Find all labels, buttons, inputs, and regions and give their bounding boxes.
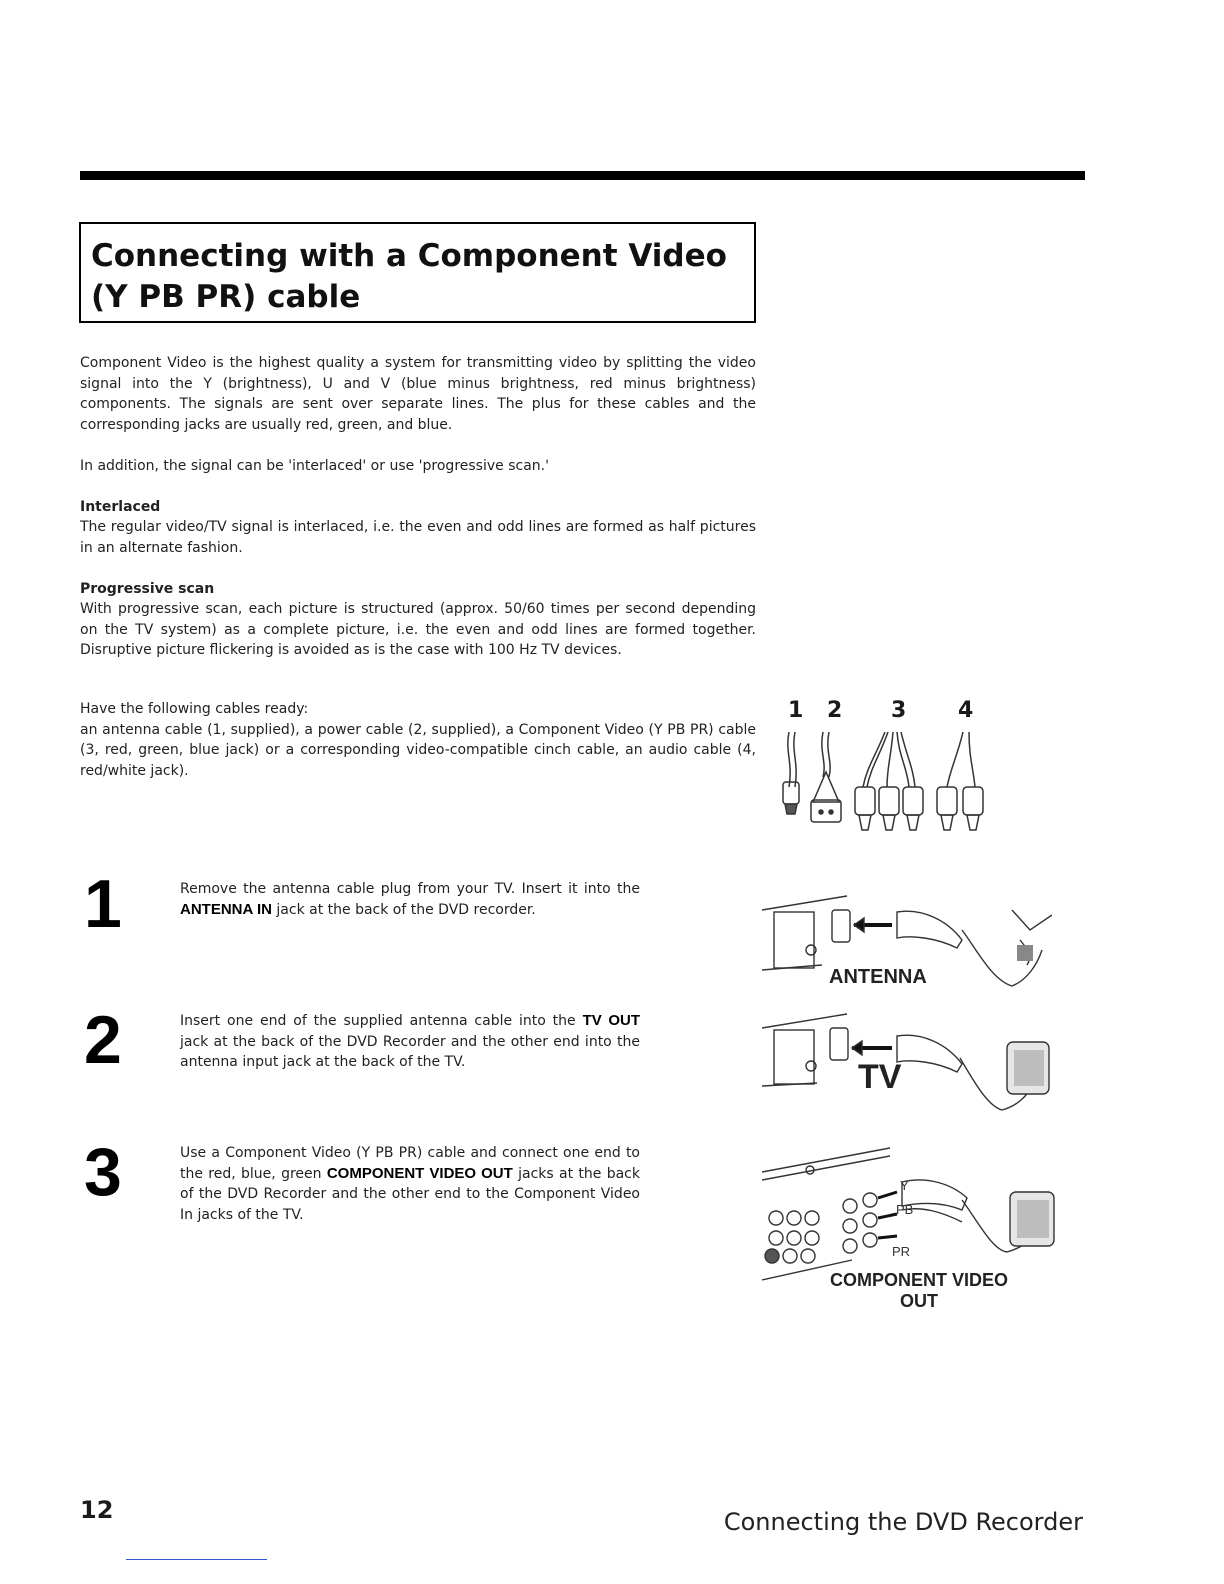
step-2-text xyxy=(180,1011,640,1073)
section-title: Connecting the DVD Recorder xyxy=(723,1508,1083,1536)
component-video-illustration xyxy=(762,1140,1062,1288)
intro-paragraph-2: In addition, the signal can be 'interlaced' or use 'progressive scan.' xyxy=(80,458,549,474)
step-2-text-post: jack at the back of the DVD Recorder and the other end into the antenna input jack at the back of the TV. xyxy=(180,1033,640,1070)
step-2-text-pre: Insert one end of the supplied antenna cable into the xyxy=(180,1013,583,1029)
footer-underline xyxy=(126,1559,267,1560)
cables-text: an antenna cable (1, supplied), a power cable (2, supplied), a Component Video (Y PB PR) cable (3, red, green, blue jack) or a corresponding video-compatible cinch cable, an audio cable (4, red/white jack). xyxy=(80,721,756,779)
page-title-line1: Connecting with a Component Video xyxy=(91,238,727,274)
cable-label-1: 1 xyxy=(788,698,804,723)
step-3-text-bold: COMPONENT VIDEO OUT xyxy=(326,1164,513,1182)
jack-pb-label: PB xyxy=(896,1202,914,1217)
step-3-text-post: jacks at the back of the DVD Recorder and the other end to the Component Video In jacks of the TV. xyxy=(180,1165,640,1223)
top-rule xyxy=(80,171,1085,180)
progressive-heading: Progressive scan xyxy=(80,581,215,597)
step-2-text-bold: TV OUT xyxy=(582,1012,641,1029)
cable-label-4: 4 xyxy=(958,698,974,723)
step-3-number: 3 xyxy=(84,1134,122,1210)
step-1-number: 1 xyxy=(84,866,122,942)
tv-label: TV xyxy=(858,1058,902,1096)
step-3-text-pre: Use a Component Video (Y PB PR) cable and connect one end to the red, blue, green xyxy=(180,1145,640,1182)
step-1-text-pre: Remove the antenna cable plug from your TV. Insert it into the xyxy=(180,881,640,897)
title-box xyxy=(79,222,756,323)
step-2-number: 2 xyxy=(84,1002,122,1078)
cable-label-3: 3 xyxy=(891,698,907,723)
step-3-text xyxy=(180,1143,640,1225)
intro-section xyxy=(80,353,756,435)
tv-out-illustration xyxy=(762,1008,1052,1118)
cables-heading: Have the following cables ready: xyxy=(80,701,309,717)
cable-label-2: 2 xyxy=(827,698,843,723)
step-1-text-bold: ANTENNA IN xyxy=(180,900,272,918)
page-title-line2: (Y PB PR) cable xyxy=(91,279,361,315)
component-video-label-line1: COMPONENT VIDEO xyxy=(830,1270,1009,1290)
step-1-text-post: jack at the back of the DVD recorder. xyxy=(271,901,536,918)
cables-section xyxy=(80,699,756,781)
cables-illustration xyxy=(775,732,1000,842)
intro-paragraph-1: Component Video is the highest quality a system for transmitting video by splitting the video signal into the Y (brightness), U and V (blue minus brightness, red minus brightness) components. The signals are sent over separate lines. The plus for these cables and the corresponding jacks are usually red, green, and blue. xyxy=(80,355,756,433)
interlaced-section xyxy=(80,497,756,558)
page-title xyxy=(91,236,754,318)
progressive-section xyxy=(80,579,756,661)
jack-y-label: Y xyxy=(900,1178,909,1193)
interlaced-heading: Interlaced xyxy=(80,499,161,515)
progressive-text: With progressive scan, each picture is structured (approx. 50/60 times per second depending on the TV system) as a complete picture, i.e. the even and odd lines are formed together. Disruptive picture flickering is avoided as is the case with 100 Hz TV devices. xyxy=(80,601,756,658)
jack-pr-label: PR xyxy=(892,1244,911,1259)
antenna-label: ANTENNA xyxy=(829,966,927,988)
page-number: 12 xyxy=(80,1496,114,1524)
interlaced-text: The regular video/TV signal is interlaced, i.e. the even and odd lines are formed as half pictures in an alternate fashion. xyxy=(80,519,756,556)
step-1-text xyxy=(180,879,640,920)
intro-section-2 xyxy=(80,456,756,477)
component-video-label-line2: OUT xyxy=(900,1291,938,1311)
